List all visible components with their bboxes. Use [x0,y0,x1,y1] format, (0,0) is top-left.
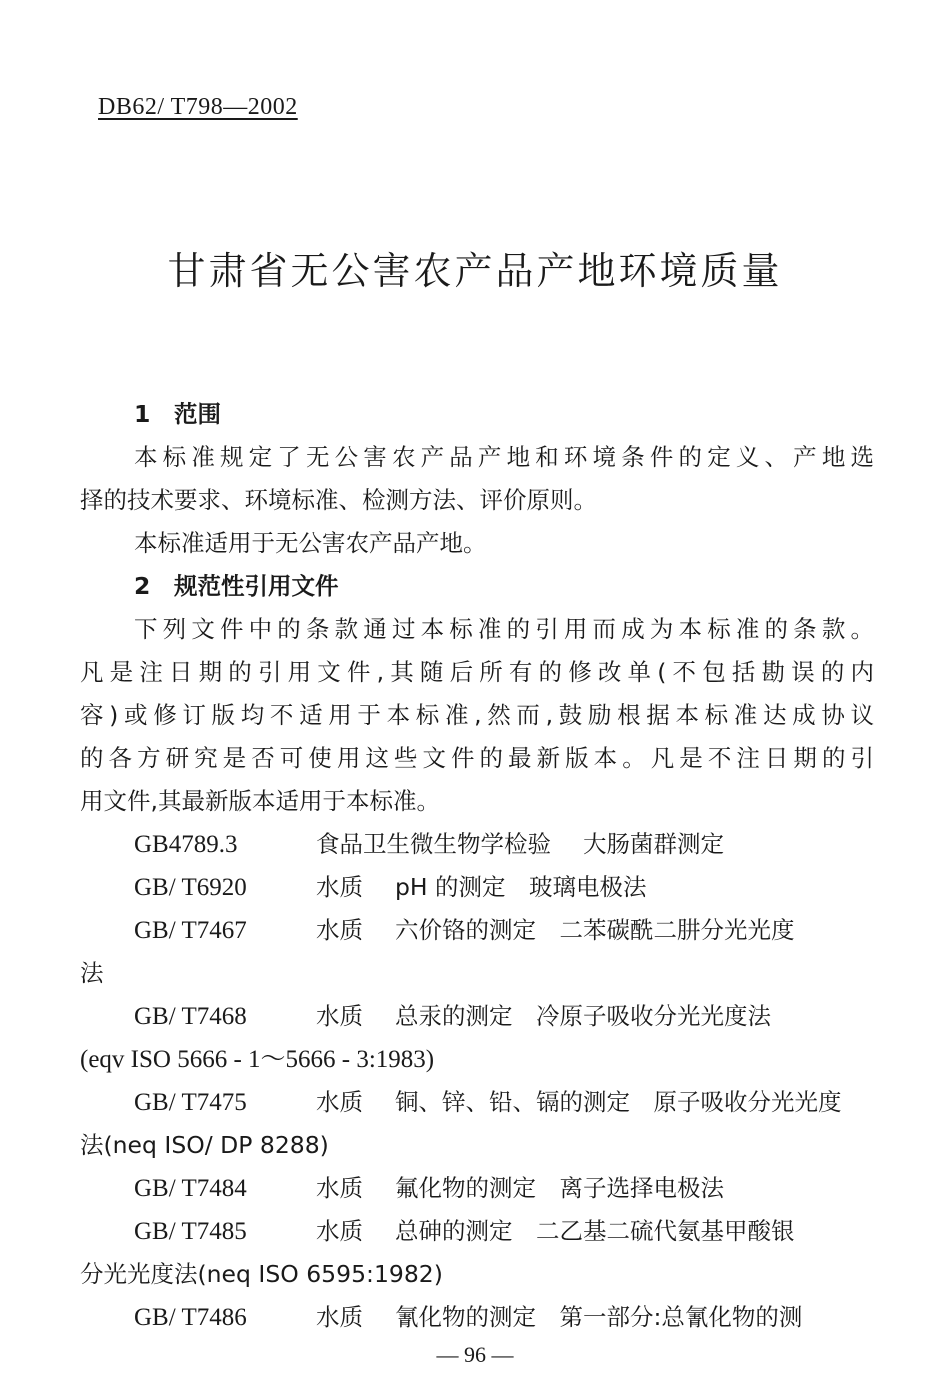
reference-method: 六价铬的测定 二苯碳酰二肼分光光度 [395,916,795,944]
reference-text: 水质 [316,1217,363,1245]
reference-code: GB/ T7475 [134,1089,247,1116]
reference-method: 铜、锌、铅、镉的测定 原子吸收分光光度 [395,1088,842,1116]
paragraph-line: 择的技术要求、环境标准、检测方法、评价原则。 [80,486,597,514]
reference-code: GB/ T6920 [134,874,247,901]
paragraph-line: 下列文件中的条款通过本标准的引用而成为本标准的条款。 [134,615,874,643]
reference-text: 水质 [316,1174,363,1202]
reference-item [80,866,874,909]
section-number: 1 [134,400,151,428]
reference-text: 水质 [316,1303,363,1331]
section-title: 范围 [174,400,221,428]
paragraph-line: 本标准适用于无公害农产品产地。 [134,529,487,557]
section-title: 规范性引用文件 [174,572,339,600]
section-heading [80,565,874,608]
reference-item [80,1210,874,1253]
reference-item [80,909,874,952]
page-number: — 96 — [436,1342,514,1367]
reference-code: GB/ T7486 [134,1304,247,1331]
reference-code: GB/ T7467 [134,917,247,944]
reference-text: 水质 [316,1088,363,1116]
paragraph-line: 凡是注日期的引用文件,其随后所有的修改单(不包括勘误的内 [80,658,874,686]
reference-method: 氰化物的测定 第一部分:总氰化物的测 [395,1303,803,1331]
reference-code: GB/ T7485 [134,1218,247,1245]
reference-method: 大肠菌群测定 [583,830,724,858]
paragraph-line: 容)或修订版均不适用于本标准,然而,鼓励根据本标准达成协议 [80,701,874,729]
reference-text: 水质 [316,873,363,901]
reference-continuation: 法 [80,959,104,987]
reference-item [80,995,874,1038]
reference-item [80,1296,874,1339]
reference-code: GB4789.3 [134,831,238,858]
section-number: 2 [134,572,151,600]
reference-item [80,1167,874,1210]
paragraph-line: 用文件,其最新版本适用于本标准。 [80,787,440,815]
paragraph-line: 本标准规定了无公害农产品产地和环境条件的定义、产地选 [134,443,874,471]
reference-text: 水质 [316,916,363,944]
reference-item [80,823,874,866]
standard-code: DB62/ T798—2002 [98,94,298,120]
reference-text: 食品卫生微生物学检验 [316,830,551,858]
reference-method: 总砷的测定 二乙基二硫代氨基甲酸银 [395,1217,795,1245]
reference-code: GB/ T7468 [134,1003,247,1030]
document-title: 甘肃省无公害农产品产地环境质量 [167,249,783,293]
reference-code: GB/ T7484 [134,1175,247,1202]
reference-method: pH 的测定 玻璃电极法 [395,873,647,901]
section-heading [80,393,874,436]
paragraph-line: 的各方研究是否可使用这些文件的最新版本。凡是不注日期的引 [80,744,874,772]
reference-continuation: (eqv ISO 5666 - 1～5666 - 3:1983) [80,1046,435,1073]
reference-method: 氟化物的测定 离子选择电极法 [395,1174,724,1202]
reference-method: 总汞的测定 冷原子吸收分光光度法 [395,1002,771,1030]
reference-item [80,1081,874,1124]
document-body [80,393,874,1339]
reference-text: 水质 [316,1002,363,1030]
reference-continuation: 分光光度法(neq ISO 6595:1982) [80,1260,443,1288]
reference-continuation: 法(neq ISO/ DP 8288) [80,1131,329,1159]
